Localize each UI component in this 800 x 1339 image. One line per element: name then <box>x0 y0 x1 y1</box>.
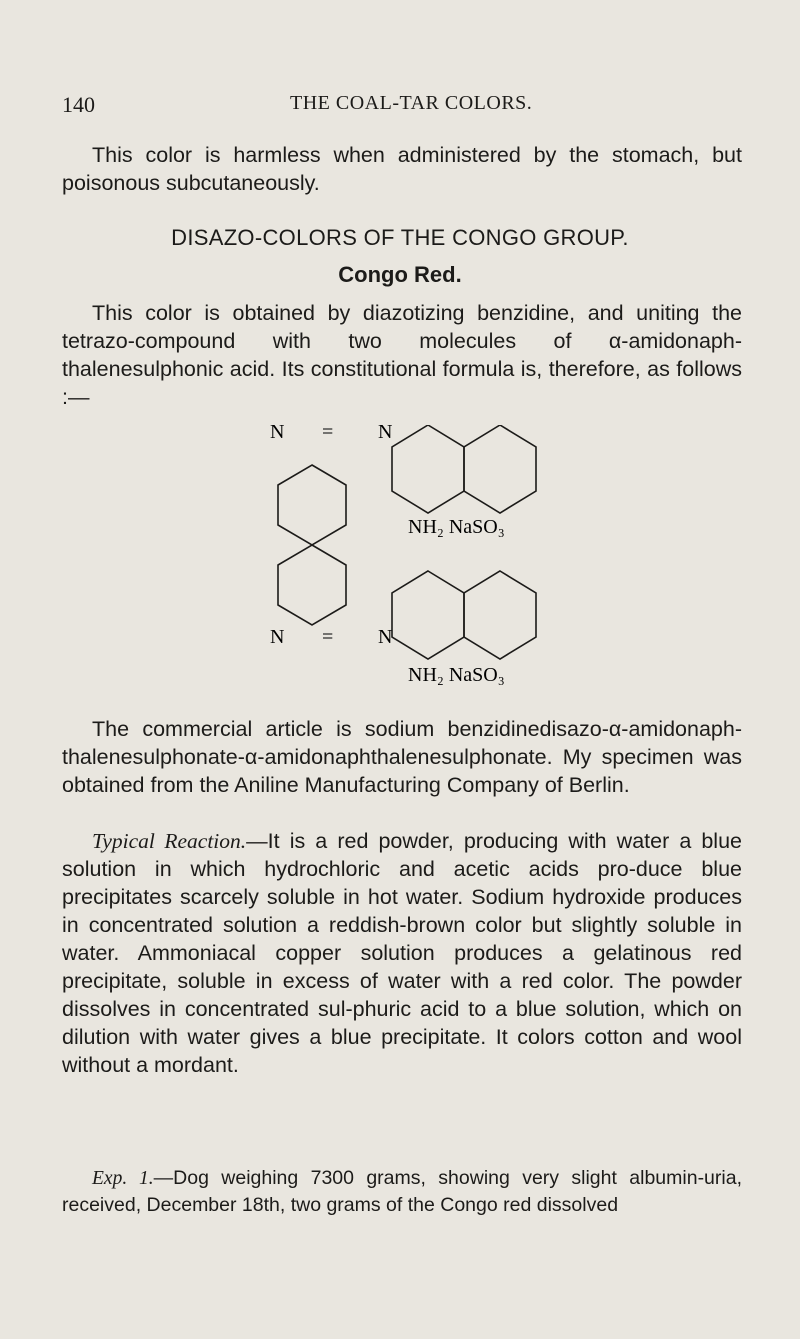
experiment-text: —Dog weighing 7300 grams, showing very slight albumin-uria, received, December 18th, two grams of the Congo red dissolved <box>62 1167 742 1216</box>
naphthalene-ring-upper-a <box>392 425 464 513</box>
naphthalene-ring-lower-b <box>464 571 536 659</box>
commercial-paragraph: The commercial article is sodium benzidinedisazo-α-amidonaph-thalenesulphonate-α-amidonaphthalenesulphonate. My specimen was obtained from the Aniline Manufacturing Company of Berlin. <box>62 717 742 797</box>
naphthalene-ring-lower-a <box>392 571 464 659</box>
congo-red-structure <box>270 425 570 725</box>
n-top-left: N <box>270 425 285 443</box>
eq-top: = <box>322 425 334 443</box>
reaction-label: Typical Reaction. <box>92 829 247 853</box>
experiment-paragraph <box>62 1165 742 1218</box>
eq-bottom: = <box>322 626 334 648</box>
subsection-title: Congo Red. <box>338 262 462 287</box>
benzidine-ring-lower <box>278 545 346 625</box>
n-bottom-right: N <box>378 626 393 648</box>
page-header <box>0 92 800 122</box>
structural-formula <box>270 425 570 730</box>
reaction-paragraph <box>62 827 742 1079</box>
experiment-label: Exp. 1. <box>92 1168 154 1189</box>
reaction-text: —It is a red powder, producing with water a blue solution in which hydrochloric and acetic acids pro-duce blue precipitates scarcely soluble in hot water. Sodium hydroxide produces in concentrated solution a reddish-brown color but slightly soluble in water. Ammoniacal copper solution produces a gelatinous red precipitate, soluble in excess of water with a red color. The powder dissolves in concentrated sul-phuric acid to a blue solution, which on dilution with water gives a blue precipitate. It colors cotton and wool without a mordant. <box>62 829 742 1077</box>
formula-intro-paragraph: This color is obtained by diazotizing benzidine, and uniting the tetrazo-compound with two molecules of α-amidonaph-thalenesulphonic acid. Its constitutional formula is, therefore, as follows :— <box>62 301 742 409</box>
benzidine-ring-upper <box>278 465 346 545</box>
section-title: DISAZO-COLORS OF THE CONGO GROUP. <box>171 225 629 250</box>
running-title: THE COAL-TAR COLORS. <box>290 92 533 114</box>
n-bottom-left: N <box>270 626 285 648</box>
substituents-top: NH₂ NaSO₃ <box>408 516 505 538</box>
naphthalene-ring-upper-b <box>464 425 536 513</box>
page-number: 140 <box>62 92 95 117</box>
n-top-right: N <box>378 425 393 443</box>
intro-paragraph: This color is harmless when administered by the stomach, but poisonous subcutaneously. <box>62 143 742 195</box>
substituents-bottom: NH₂ NaSO₃ <box>408 664 505 686</box>
